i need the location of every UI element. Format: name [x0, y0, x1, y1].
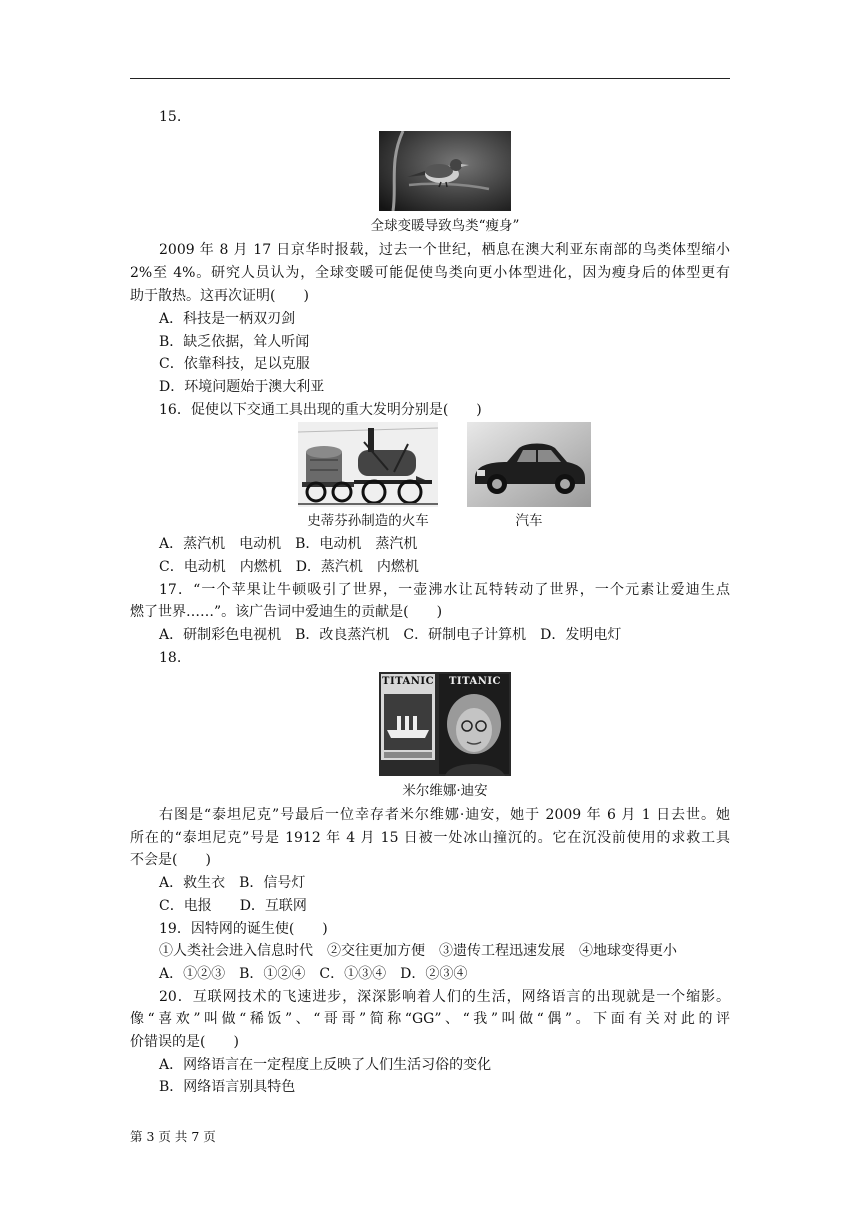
- q18-photo-caption: 米尔维娜·迪安: [402, 783, 488, 799]
- q15-photo-caption: 全球变暖导致鸟类“瘦身”: [370, 218, 520, 234]
- q19-stem: 19．因特网的诞生使( ): [159, 921, 328, 937]
- q16-stem: 16．促使以下交通工具出现的重大发明分别是( ): [159, 402, 482, 418]
- q18-stem-line2: 所在的“泰坦尼克”号是 1912 年 4 月 15 日被一处冰山撞沉的。它在沉没前使用的求救工具: [130, 830, 730, 846]
- q17-options: A．研制彩色电视机 B．改良蒸汽机 C．研制电子计算机 D．发明电灯: [159, 627, 622, 643]
- q20-stem-line3: 价错误的是( ): [130, 1034, 239, 1050]
- q18-stem-line3: 不会是( ): [130, 852, 211, 868]
- q18-options-cd: C．电报 D．互联网: [159, 898, 307, 914]
- q18-survivor-photo: [379, 672, 511, 776]
- q16-train-image: [298, 422, 438, 507]
- q16-options-ab: A．蒸汽机 电动机 B．电动机 蒸汽机: [159, 536, 418, 552]
- q16-car-image: [467, 422, 591, 507]
- q17-stem-line2: 燃了世界……”。该广告词中爱迪生的贡献是( ): [130, 604, 443, 620]
- q18-options-ab: A．救生衣 B．信号灯: [159, 875, 306, 891]
- q20-stem-line2: 像“喜欢”叫做“稀饭”、“哥哥”简称“GG”、“我”叫做“偶”。下面有关对此的评: [130, 1011, 730, 1027]
- q15-stem-line1: 2009 年 8 月 17 日京华时报载，过去一个世纪，栖息在澳大利亚东南部的鸟类体型缩小: [159, 242, 730, 258]
- q15-option-c: C．依靠科技，足以克服: [159, 356, 310, 372]
- q15-option-d: D．环境问题始于澳大利亚: [159, 379, 325, 395]
- q19-options: A．①②③ B．①②④ C．①③④ D．②③④: [159, 966, 468, 982]
- q15-option-b: B．缺乏依据，耸人听闻: [159, 334, 310, 350]
- q19-items: ①人类社会进入信息时代 ②交往更加方便 ③遗传工程迅速发展 ④地球变得更小: [159, 943, 677, 959]
- q20-option-b: B．网络语言别具特色: [159, 1079, 296, 1095]
- q15-bird-photo: [379, 131, 511, 211]
- page-footer: 第 3 页 共 7 页: [130, 1129, 216, 1144]
- q20-stem-line1: 20．互联网技术的飞速进步，深深影响着人们的生活，网络语言的出现就是一个缩影。: [159, 989, 730, 1005]
- q15-number: 15.: [159, 109, 182, 125]
- q17-stem-line1: 17．“一个苹果让牛顿吸引了世界，一壶沸水让瓦特转动了世界，一个元素让爱迪生点: [159, 582, 730, 598]
- q15-stem-line3: 助于散热。这再次证明( ): [130, 288, 309, 304]
- q16-car-caption: 汽车: [515, 513, 543, 529]
- q20-option-a: A．网络语言在一定程度上反映了人们生活习俗的变化: [159, 1057, 492, 1073]
- header-rule: [130, 78, 730, 79]
- q18-number: 18.: [159, 650, 182, 666]
- q18-stem-line1: 右图是“泰坦尼克”号最后一位幸存者米尔维娜·迪安，她于 2009 年 6 月 1 日去世。她: [159, 807, 730, 823]
- q16-options-cd: C．电动机 内燃机 D．蒸汽机 内燃机: [159, 559, 419, 575]
- q15-stem-line2: 2%至 4%。研究人员认为，全球变暖可能促使鸟类向更小体型进化，因为瘦身后的体型更有: [130, 265, 730, 281]
- q15-option-a: A．科技是一柄双刃剑: [159, 311, 296, 327]
- q16-train-caption: 史蒂芬孙制造的火车: [307, 513, 429, 529]
- q18-poster-title-right: TITANIC: [448, 676, 502, 687]
- q18-poster-title-left: TITANIC: [382, 676, 435, 687]
